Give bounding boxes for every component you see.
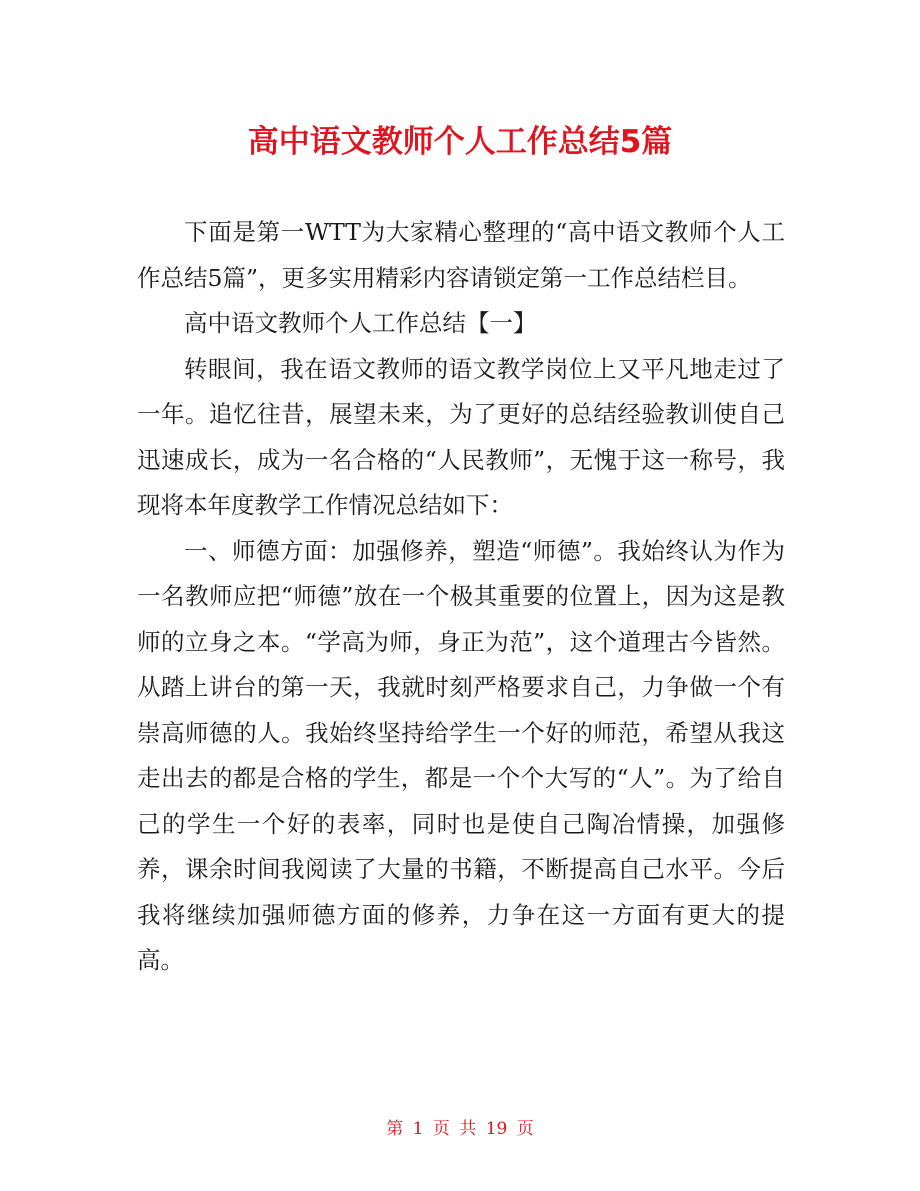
paragraph-overview: 转眼间，我在语文教师的语文教学岗位上又平凡地走过了一年。追忆往昔，展望未来，为了更好的总结经验教训使自己迅速成长，成为一名合格的“人民教师”，无愧于这一称号，我现将本年度教学工作情况总结如下： — [137, 354, 785, 519]
page-title: 高中语文教师个人工作总结5篇 — [247, 124, 673, 160]
document-body — [137, 210, 785, 984]
intro-paragraph: 下面是第一WTT为大家精心整理的“高中语文教师个人工作总结5篇”，更多实用精彩内容请锁定第一工作总结栏目。 — [137, 218, 785, 292]
page-footer: 第 1 页 共 19 页 — [386, 1119, 534, 1139]
paragraph-ethics: 一、师德方面：加强修养，塑造“师德”。我始终认为作为一名教师应把“师德”放在一个极其重要的位置上，因为这是教师的立身之本。“学高为师，身正为范”，这个道理古今皆然。从踏上讲台的第一天，我就时刻严格要求自己，力争做一个有崇高师德的人。我始终坚持给学生一个好的师范，希望从我这走出去的都是合格的学生，都是一个个大写的“人”。为了给自己的学生一个好的表率，同时也是使自己陶冶情操，加强修养，课余时间我阅读了大量的书籍，不断提高自己水平。今后我将继续加强师德方面的修养，力争在这一方面有更大的提高。 — [137, 536, 785, 974]
section-heading: 高中语文教师个人工作总结【一】 — [184, 309, 537, 337]
